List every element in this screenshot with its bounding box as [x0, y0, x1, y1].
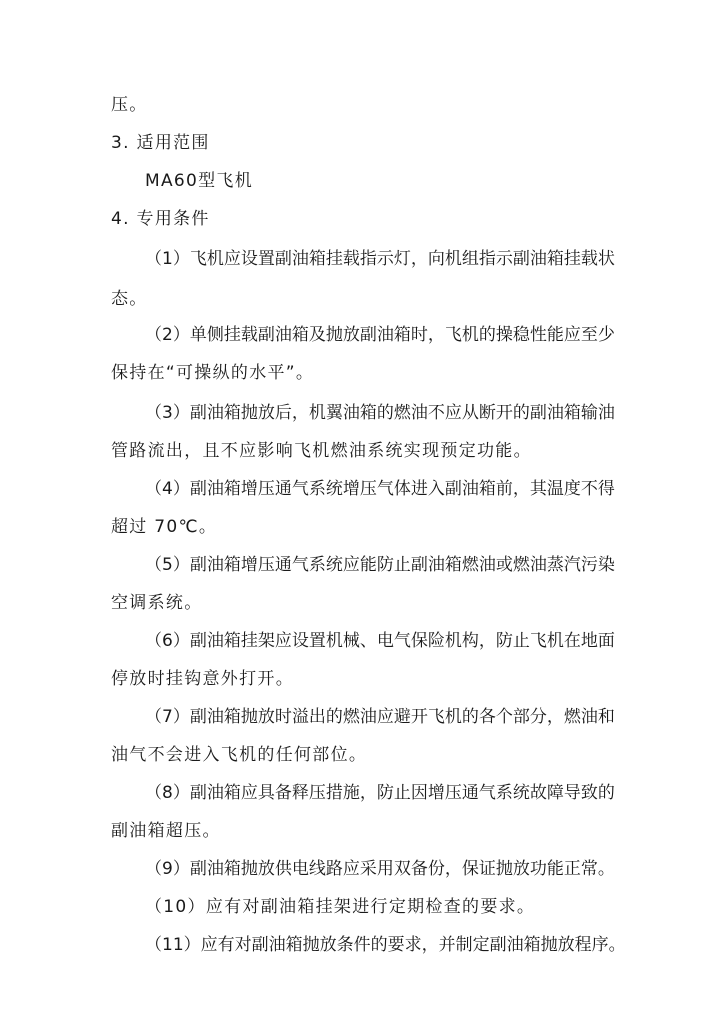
text-line: 保持在“可操纵的水平”。	[111, 363, 315, 383]
section-heading: 3. 适用范围	[111, 133, 210, 153]
text-line: MA60型飞机	[145, 171, 254, 191]
text-line: 油气不会进入飞机的任何部位。	[111, 745, 368, 765]
text-line: 空调系统。	[111, 593, 203, 613]
list-item: （7）副油箱抛放时溢出的燃油应避开飞机的各个部分，燃油和	[145, 707, 615, 727]
list-item: （1）飞机应设置副油箱挂载指示灯，向机组指示副油箱挂载状	[145, 249, 615, 269]
list-item: （2）单侧挂载副油箱及抛放副油箱时，飞机的操稳性能应至少	[145, 325, 615, 345]
text-line: 副油箱超压。	[111, 821, 221, 841]
text-line: 管路流出，且不应影响飞机燃油系统实现预定功能。	[111, 441, 532, 461]
list-item: （9）副油箱抛放供电线路应采用双备份，保证抛放功能正常。	[145, 859, 615, 879]
list-item: （10）应有对副油箱挂架进行定期检查的要求。	[145, 897, 536, 917]
section-heading: 4. 专用条件	[111, 209, 210, 229]
text-line: 压。	[111, 95, 148, 115]
list-item: （3）副油箱抛放后，机翼油箱的燃油不应从断开的副油箱输油	[145, 403, 615, 423]
list-item: （4）副油箱增压通气系统增压气体进入副油箱前，其温度不得	[145, 479, 615, 499]
list-item: （5）副油箱增压通气系统应能防止副油箱燃油或燃油蒸汽污染	[145, 555, 615, 575]
text-line: 停放时挂钩意外打开。	[111, 669, 294, 689]
list-item: （6）副油箱挂架应设置机械、电气保险机构，防止飞机在地面	[145, 631, 615, 651]
text-line: 超过 70℃。	[111, 517, 218, 537]
list-item: （8）副油箱应具备释压措施，防止因增压通气系统故障导致的	[145, 783, 615, 803]
list-item: （11）应有对副油箱抛放条件的要求，并制定副油箱抛放程序。	[145, 935, 626, 955]
text-line: 态。	[111, 289, 148, 309]
